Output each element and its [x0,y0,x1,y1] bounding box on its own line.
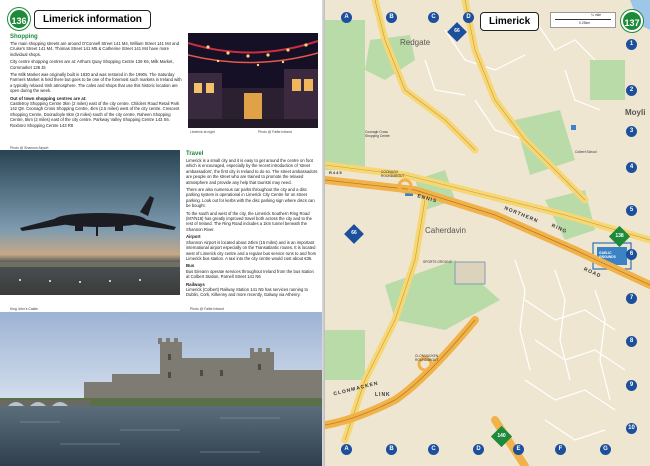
city-map [325,0,650,466]
place-redgate: Redgate [400,38,431,47]
page-number-badge: 136 [8,8,30,30]
grid-label-bottom-b: B [386,444,397,455]
page-ref-top-label: 66 [454,28,460,34]
castle-caption-left: King John's Castle [10,307,38,311]
grid-label-bottom-f: F [555,444,566,455]
rail-heading: Railways [186,281,205,287]
label-coonagh-cross: Coonagh Cross Shopping Centre [365,130,390,138]
travel-para2: There are also numerous car parks throughout the city and a disc parking system is operational in Limerick City Centre for on street parking. Look out for kerbs with the disc parking sign where discs can be bought. [186,187,315,209]
page-ref-right-label: 138 [615,233,624,239]
travel-para1: Limerick is a small city and it is easy to get around the centre on foot which is encouraged, especially by the recent introduction of 'street ambassadors', the first city in Ireland to do so. The street ambassadors are people on the street who are trained to promote the relaxed atmosphere and provide any help that tourists may need. [186,158,318,185]
travel-section [186,150,318,300]
map-page-number-badge: 137 [621,10,643,32]
page-ref-bottom-label: 140 [497,433,506,439]
right-page-map [325,0,650,466]
shopping-para1: The main shopping streets are around O'Connell Street 141 M4, William Street 141 M4 and Cruise's Street 141 M4. Thomas Street 141 M5 & Catherine Street 141 M4 have more individual shops. [10,41,180,57]
grid-label-bottom-c: C [428,444,439,455]
grid-label-right-6: 6 [626,249,637,260]
road-link: LINK [375,392,391,398]
place-caherdavin: Caherdavin [425,226,466,235]
scale-bar [550,12,616,28]
road-clonmacken: CLONMACKEN [332,380,380,398]
label-coonagh-roundabout: COONAGH ROUNDABOUT [381,170,405,178]
label-sports-ground: SPORTS GROUND [423,260,453,264]
shopping-section [10,33,182,130]
bus-heading: Bus [186,263,195,269]
grid-label-bottom-a: A [341,444,352,455]
grid-label-top-a: A [341,12,352,23]
street-caption-left: Limerick at night [190,130,215,134]
scale-km: 0.25km [579,21,591,25]
bus-text: Bus Eireann operate services throughout Ireland from the bus station at Colbert Station, Parnell Street 141 N6 [186,268,314,280]
street-night-photo [188,33,318,128]
grid-label-top-c: C [428,12,439,23]
outoftown-list: Castletroy Shopping Centre 3km (2 miles) east of the city centre. Childers Road Retail Park 142 Q8. Coonagh Cross Shopping Centre, 4km (2.5 miles) west of the city centre. Crescent Shopping Centre, Dooradoyle 5km (3 miles) south of the city centre. Raheen Shopping Centre, 5km (2 miles) east of the city centre. Parkway Valley Shopping Centre 143 S6. Roxboro Shopping Centre 143 R8 [10,101,180,128]
grid-label-top-b: B [386,12,397,23]
shopping-para2: City centre shopping centres are at: Arthurs Quay Shopping Centre 139 K6, Milk Market, Cornmarket 138 J5 [10,59,174,70]
road-r445: R445 [329,170,343,175]
road-northern: NORTHERN [503,205,540,225]
grid-label-right-3: 3 [626,126,637,137]
street-caption-right: Photo @ Failte Ireland [258,130,292,134]
castle-photo [0,312,322,466]
travel-para3: To the south and west of the city, the Limerick Southern Ring Road (M7/N18) has greatly improved travel both across the city and to the rest of Ireland. The Ring Road includes a 1km tunnel beneath the Shannon River. [186,210,312,232]
airport-text: Shannon Airport is located about 24km (15 miles) and is an important international airport especially on the Transatlantic routes. It is located west of Limerick city centre and a regular bus service runs to and from Limerick bus station. A taxi into the city centre would cost about €35. [186,239,317,261]
page-title: Limerick information [34,10,151,29]
grid-label-right-2: 2 [626,85,637,96]
scale-miles: ¼ mile [591,13,601,17]
plane-caption: Photo @ Shannon Airport [10,146,49,150]
grid-label-right-4: 4 [626,162,637,173]
airplane-photo [0,150,180,295]
grid-label-right-7: 7 [626,293,637,304]
rail-text: Limerick (Colbert) Railway Station 141 N5 has services running to Dublin, Cork, Kilkenny and more recently, Galway via Athenry. [186,286,308,298]
grid-label-right-1: 1 [626,39,637,50]
page-ref-left-label: 66 [351,230,357,236]
outoftown-heading: Out of town shopping centres are at: [10,95,87,101]
label-colbert-school: Colbert School [575,150,597,154]
grid-label-right-5: 5 [626,205,637,216]
place-moylish: Moyli [625,108,646,117]
grid-label-bottom-e: E [513,444,524,455]
grid-label-bottom-g: G [600,444,611,455]
travel-heading: Travel [186,151,204,157]
road-ring: RING [550,222,569,236]
grid-label-top-d: D [463,12,474,23]
grid-label-right-8: 8 [626,336,637,347]
castle-caption-right: Photo @ Failte Ireland [190,307,224,311]
airport-heading: Airport [186,234,201,240]
grid-label-right-10: 10 [626,423,637,434]
shopping-heading: Shopping [10,34,38,40]
road-ennis: ENNIS [416,193,438,205]
road-road: ROAD [582,266,603,280]
map-title: Limerick [480,12,539,31]
grid-label-bottom-d: D [473,444,484,455]
label-clonmacken-roundabout: CLONMACKEN ROUNDABOUT [415,354,439,362]
shopping-para3: The Milk Market was originally built in 1830 and was restored in the 1990s. The Saturday Farmers Market is held there but goes to be one of the foremost such markets in Ireland with a typically relaxed Irish atmosphere. The cafes and shops that use this historic location are open during the week. [10,72,182,94]
label-gaelic-grounds: GAELIC GROUNDS [599,251,616,259]
grid-label-right-9: 9 [626,380,637,391]
